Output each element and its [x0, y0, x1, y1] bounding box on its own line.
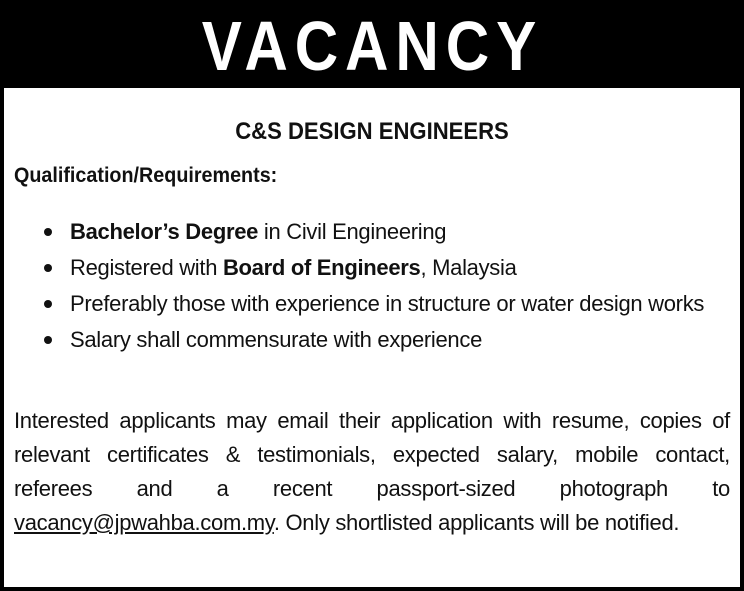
application-instructions: [14, 404, 730, 540]
vacancy-banner: [4, 4, 740, 88]
bullet-icon: [44, 264, 52, 272]
application-closing-text: . Only shortlisted applicants will be notified.: [273, 510, 680, 535]
bullet-icon: [44, 228, 52, 236]
requirement-text: in Civil Engineering: [258, 219, 447, 244]
qualifications-heading: Qualification/Requirements:: [14, 164, 278, 187]
requirements-list: [4, 214, 740, 358]
contact-email-link[interactable]: vacancy@jpwahba.com.my: [14, 510, 274, 535]
requirement-item: [4, 322, 740, 358]
requirement-text: Preferably those with experience in structure or water design works: [70, 291, 705, 316]
requirement-text: Salary shall commensurate with experience: [70, 327, 483, 352]
requirement-bold-text: Bachelor’s Degree: [70, 219, 259, 244]
requirement-text: , Malaysia: [420, 255, 517, 280]
requirement-item: [4, 214, 740, 250]
requirement-text: Registered with: [70, 255, 223, 280]
bullet-icon: [44, 300, 52, 308]
banner-title: VACANCY: [201, 7, 543, 85]
requirement-bold-text: Board of Engineers: [222, 255, 421, 280]
requirement-item: [4, 286, 740, 322]
application-text: Interested applicants may email their application with resume, copies of relevant certificates & testimonials, expected salary, mobile contact, referees and a recent passport-sized photograph to: [14, 408, 730, 501]
company-name: C&S DESIGN ENGINEERS: [235, 118, 509, 145]
requirement-item: [4, 250, 740, 286]
bullet-icon: [44, 336, 52, 344]
